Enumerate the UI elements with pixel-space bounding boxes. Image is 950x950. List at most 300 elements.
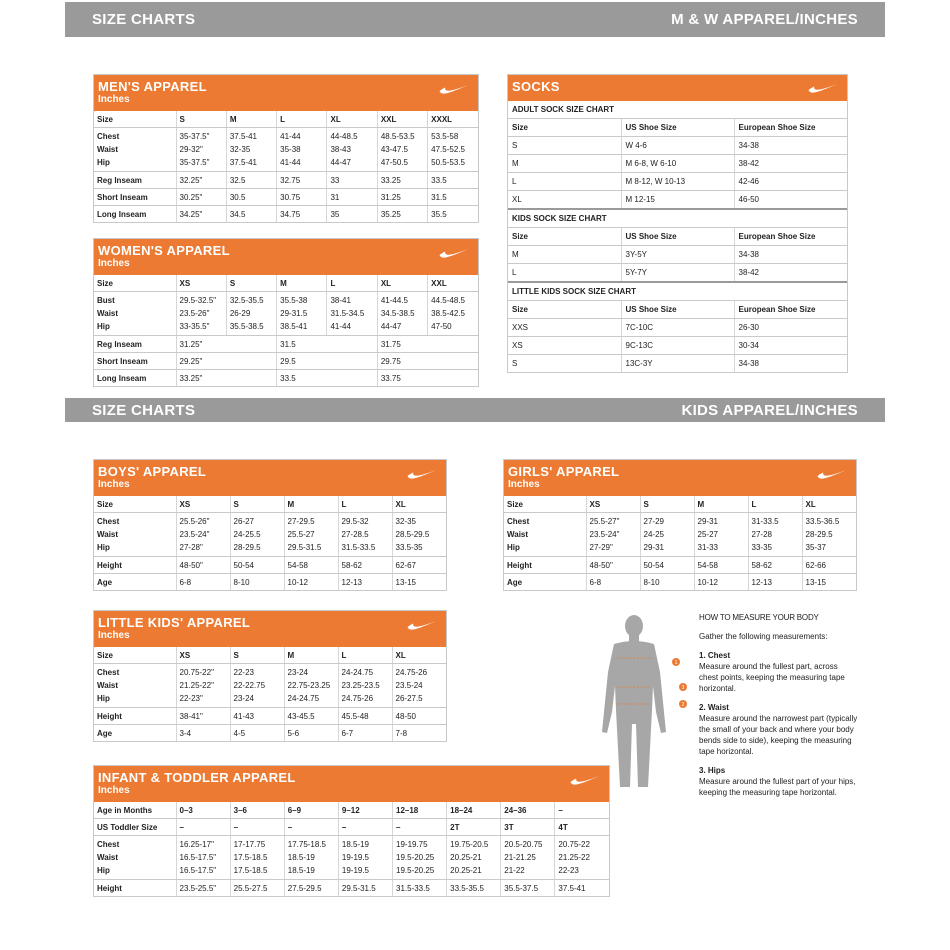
measure-value: 53.5-58 (431, 132, 459, 141)
measure-values (277, 292, 327, 336)
data-cell: 30.5 (226, 189, 276, 206)
header-cell: Size (504, 496, 586, 513)
header-cell: – (284, 819, 338, 836)
data-cell: M (508, 246, 621, 264)
measure-values (176, 664, 230, 708)
measure-value: 50.5-53.5 (431, 158, 465, 167)
header-cell: S (640, 496, 694, 513)
data-cell: 34-38 (734, 137, 847, 155)
band-left-title: SIZE CHARTS (92, 401, 196, 419)
data-cell: 8-10 (640, 574, 694, 591)
header-cell: Size (508, 228, 621, 246)
measure-waist (699, 702, 859, 757)
data-cell: 50-54 (230, 557, 284, 574)
card-subtitle: Inches (98, 479, 130, 490)
measure-value: 24.75-26 (395, 668, 428, 677)
measure-label: Hip (97, 866, 110, 875)
data-cell: 35.5-37.5 (501, 880, 555, 897)
measure-value: 22.75-23.25 (287, 681, 331, 690)
header-cell: 12–18 (393, 802, 447, 819)
measure-value: 20.25-21 (450, 853, 482, 862)
data-row (94, 353, 478, 370)
measure-value: 29.5-31.5 (287, 543, 322, 552)
measure-values (230, 513, 284, 557)
measure-value: 31.5-34.5 (330, 309, 365, 318)
measure-label: Hip (97, 694, 110, 703)
data-cell: XXS (508, 319, 621, 337)
measure-values (802, 513, 856, 557)
measure-value: 20.25-21 (450, 866, 482, 875)
data-cell: 5-6 (284, 725, 338, 742)
sock-row (508, 191, 847, 210)
data-cell: S (512, 359, 518, 368)
size-table (94, 496, 446, 590)
header-cell: – (338, 819, 392, 836)
data-cell: 13-15 (392, 574, 446, 591)
data-cell: 3Y-5Y (621, 246, 734, 264)
sock-header-row (508, 228, 847, 246)
measure-value: 26-29 (229, 309, 251, 318)
measure-value: 37.5-41 (229, 132, 257, 141)
measure-values (586, 513, 640, 557)
size-table (94, 111, 478, 222)
measure-value: 33.5-36.5 (805, 517, 840, 526)
measure-values (176, 292, 226, 336)
item-text: Measure around the fullest part of your hips, keeping the measuring tape horizontal. (699, 777, 856, 797)
measure-values (377, 128, 427, 172)
card-title: INFANT & TODDLER APPAREL (98, 770, 296, 785)
header-cell: M (694, 496, 748, 513)
card-subtitle: Inches (98, 630, 130, 641)
measure-values (428, 292, 478, 336)
measure-values (447, 836, 501, 880)
measure-value: 44-48.5 (330, 132, 358, 141)
measure-value: 19-19.5 (341, 853, 370, 862)
measure-value: 23.5-26" (179, 309, 210, 318)
data-cell: 38-42 (734, 155, 847, 173)
measure-value: 31-33 (697, 543, 718, 552)
header-cell: XXL (377, 111, 427, 128)
measure-label: Waist (97, 145, 119, 154)
measure-group-row (94, 836, 609, 880)
item-title: 3. Hips (699, 766, 726, 775)
measure-group-row (94, 664, 446, 708)
header-row (94, 802, 609, 819)
measure-label: Hip (97, 158, 110, 167)
measure-labels (94, 292, 176, 336)
row-label: Reg Inseam (94, 172, 176, 189)
data-row (94, 880, 609, 897)
measure-value: 27-28" (179, 543, 203, 552)
measure-value: 47.5-52.5 (431, 145, 465, 154)
measure-value: 28-29.5 (233, 543, 261, 552)
data-cell: 23.5-25.5" (176, 880, 230, 897)
data-cell: 62-66 (802, 557, 856, 574)
card-title: BOYS' APPAREL (98, 464, 207, 479)
measure-value: 35.5-38.5 (229, 322, 264, 331)
data-cell: 58-62 (748, 557, 802, 574)
header-row (94, 275, 478, 292)
measure-values (428, 128, 478, 172)
data-cell: 34.25" (176, 206, 226, 223)
measure-value: 29-31.5 (280, 309, 308, 318)
header-cell: Size (94, 496, 176, 513)
header-cell: XS (176, 647, 230, 664)
measure-values (284, 664, 338, 708)
card-header (94, 766, 609, 802)
header-cell: 24–36 (501, 802, 555, 819)
measure-value: 32.5-35.5 (229, 296, 264, 305)
measure-label: Chest (97, 668, 120, 677)
measure-value: 25.5-27" (589, 517, 620, 526)
measure-value: 43-47.5 (380, 145, 408, 154)
measure-value: 44.5-48.5 (431, 296, 465, 305)
measure-value: 22-23 (233, 668, 254, 677)
measure-value: 29.5-32 (341, 517, 369, 526)
data-cell: 29.75 (377, 353, 478, 370)
data-cell: 9C-13C (621, 337, 734, 355)
data-cell: 31.75 (377, 336, 478, 353)
measure-value: 24-25.5 (233, 530, 261, 539)
measure-value: 21-21.25 (504, 853, 536, 862)
data-cell: 13-15 (802, 574, 856, 591)
data-cell: 31.5 (277, 336, 378, 353)
measure-value: 21.25-22" (179, 681, 214, 690)
measure-value: 33-35.5" (179, 322, 210, 331)
measure-value: 20.5-20.75 (504, 840, 543, 849)
data-cell: XL (508, 191, 621, 210)
measure-value: 17.5-18.5 (233, 866, 268, 875)
data-cell: 50-54 (640, 557, 694, 574)
data-cell: L (508, 264, 621, 283)
measure-value: 23-24 (287, 668, 308, 677)
measure-values (393, 836, 447, 880)
header-cell: XS (176, 275, 226, 292)
data-cell: 27.5-29.5 (284, 880, 338, 897)
header-cell: L (327, 275, 377, 292)
data-cell: 43-45.5 (284, 708, 338, 725)
data-cell: 38-42 (734, 264, 847, 283)
sock-section-title (508, 209, 847, 228)
data-cell: 48-50" (176, 557, 230, 574)
measure-label: Hip (507, 543, 520, 552)
header-cell: XL (327, 111, 377, 128)
measure-value: 44-47 (380, 322, 402, 331)
measure-values (226, 292, 276, 336)
data-cell: 31.25" (176, 336, 277, 353)
data-cell: M (508, 155, 621, 173)
data-cell: 33 (327, 172, 377, 189)
header-cell: S (176, 111, 226, 128)
card-title: GIRLS' APPAREL (508, 464, 620, 479)
data-row (504, 557, 856, 574)
measure-value: 22-23" (179, 694, 203, 703)
measure-value: 23.5-24" (179, 530, 210, 539)
infant-toddler-apparel-chart (93, 765, 610, 897)
measure-value: 25-27 (697, 530, 718, 539)
data-cell: 41-43 (230, 708, 284, 725)
measure-value: 23.5-24" (589, 530, 620, 539)
measure-values (392, 513, 446, 557)
measure-values (338, 836, 392, 880)
header-row (504, 496, 856, 513)
data-cell: 4-5 (230, 725, 284, 742)
measure-value: 29-31 (697, 517, 718, 526)
data-cell: 34.5 (226, 206, 276, 223)
data-cell: 35.5 (428, 206, 478, 223)
measure-value: 23.25-23.5 (341, 681, 380, 690)
header-cell: 4T (555, 819, 609, 836)
header-cell: L (338, 496, 392, 513)
measure-label: Chest (97, 840, 120, 849)
measure-value: 20.75-22 (558, 840, 590, 849)
data-cell: 31.5-33.5 (393, 880, 447, 897)
measure-label: Bust (97, 296, 115, 305)
measure-label: Waist (97, 681, 119, 690)
header-cell: – (176, 819, 230, 836)
measure-value: 24-25 (643, 530, 664, 539)
measure-value: 23.5-24 (395, 681, 423, 690)
measure-label: Waist (97, 853, 119, 862)
measure-label: Waist (97, 530, 119, 539)
header-cell: S (226, 275, 276, 292)
card-subtitle: Inches (508, 479, 540, 490)
data-cell: M 12-15 (621, 191, 734, 210)
header-cell: XL (392, 496, 446, 513)
header-band-kids (65, 398, 885, 422)
header-cell: L (748, 496, 802, 513)
header-cell: M (226, 111, 276, 128)
measure-values (230, 664, 284, 708)
measure-label: Waist (97, 309, 119, 318)
measure-chest (699, 650, 859, 694)
data-row (94, 557, 446, 574)
measure-labels (94, 513, 176, 557)
data-cell: 12-13 (748, 574, 802, 591)
measure-value: 33.5-35 (395, 543, 423, 552)
measure-value: 38-43 (330, 145, 351, 154)
sock-row (508, 319, 847, 337)
row-label: Height (504, 557, 586, 574)
measure-value: 35-37.5" (179, 132, 210, 141)
measure-group-row (94, 292, 478, 336)
data-cell: 32.25" (176, 172, 226, 189)
card-header (504, 460, 856, 496)
row-label: Long Inseam (97, 210, 147, 219)
sock-row (508, 155, 847, 173)
measure-value: 19.5-20.25 (396, 853, 435, 862)
measure-value: 16.5-17.5" (179, 866, 217, 875)
header-row (94, 111, 478, 128)
card-header (94, 460, 446, 496)
data-cell: 45.5-48 (338, 708, 392, 725)
measure-value: 38.5-41 (280, 322, 308, 331)
sock-header-row (508, 119, 847, 137)
measure-value: 31.5-33.5 (341, 543, 376, 552)
measure-value: 35-38 (280, 145, 301, 154)
item-title: 1. Chest (699, 651, 731, 660)
data-cell: S (508, 137, 621, 155)
measure-label: Chest (97, 132, 120, 141)
measure-value: 27-28.5 (341, 530, 369, 539)
measure-value: 27-29 (643, 517, 664, 526)
header-cell: 18–24 (447, 802, 501, 819)
row-label: Age (507, 578, 523, 587)
measure-values (501, 836, 555, 880)
data-cell: 30-34 (734, 337, 847, 355)
measure-group-row (94, 128, 478, 172)
size-table (94, 647, 446, 741)
measure-values (377, 292, 427, 336)
swoosh-icon (438, 246, 470, 260)
header-cell: US Toddler Size (94, 819, 176, 836)
header-cell: L (277, 111, 327, 128)
measure-values (694, 513, 748, 557)
measure-value: 18.5-19 (287, 866, 315, 875)
data-cell: 34.75 (277, 206, 327, 223)
section-title: ADULT SOCK SIZE CHART (508, 101, 847, 119)
swoosh-icon (816, 467, 848, 481)
marker-label: 3 (681, 685, 685, 691)
data-cell: 10-12 (284, 574, 338, 591)
data-cell: 35.25 (377, 206, 427, 223)
header-cell: – (555, 802, 609, 819)
data-cell: 33.5 (277, 370, 378, 387)
swoosh-icon (406, 618, 438, 632)
data-cell: 35 (327, 206, 377, 223)
socks-chart (507, 74, 848, 373)
header-cell: 2T (447, 819, 501, 836)
measure-value: 18.5-19 (287, 853, 315, 862)
data-row (94, 206, 478, 223)
measure-value: 41-44.5 (380, 296, 408, 305)
data-cell: 10-12 (694, 574, 748, 591)
socks-header (508, 75, 847, 101)
sock-header-row (508, 301, 847, 319)
sock-section-title (508, 282, 847, 301)
data-row (94, 708, 446, 725)
data-cell: 6-8 (176, 574, 230, 591)
card-header (94, 611, 446, 647)
data-cell: 26-30 (734, 319, 847, 337)
header-cell: US Shoe Size (621, 301, 734, 319)
measure-value: 17-17.75 (233, 840, 266, 849)
row-label: Short Inseam (94, 353, 176, 370)
measure-value: 24-24.75 (287, 694, 320, 703)
header-cell: US Shoe Size (621, 228, 734, 246)
band-left-title: SIZE CHARTS (92, 11, 196, 28)
header-cell: XL (377, 275, 427, 292)
measure-value: 26-27 (233, 517, 254, 526)
measure-value: 35-37.5" (179, 158, 210, 167)
measure-values (392, 664, 446, 708)
data-cell: 8-10 (230, 574, 284, 591)
data-cell: 29.25" (176, 353, 277, 370)
card-subtitle: Inches (98, 258, 130, 269)
card-title: WOMEN'S APPAREL (98, 243, 230, 258)
swoosh-icon (807, 81, 839, 95)
sock-row (508, 173, 847, 191)
measure-value: 19-19.5 (341, 866, 370, 875)
measure-value: 21-22 (504, 866, 525, 875)
header-cell: 9–12 (338, 802, 392, 819)
data-cell: 3-4 (176, 725, 230, 742)
card-subtitle: Inches (98, 785, 130, 796)
header-cell: 6–9 (284, 802, 338, 819)
measure-value: 19-19.75 (396, 840, 428, 849)
measure-labels (94, 664, 176, 708)
measure-value: 23-24 (233, 694, 254, 703)
measure-value: 28-29.5 (805, 530, 833, 539)
measure-values (327, 292, 377, 336)
row-label: Age (97, 729, 113, 738)
measure-values (277, 128, 327, 172)
data-cell: 33.5-35.5 (447, 880, 501, 897)
sock-row (508, 246, 847, 264)
measure-value: 17.75-18.5 (287, 840, 327, 849)
measure-group-row (504, 513, 856, 557)
measure-value: 47-50.5 (380, 158, 408, 167)
size-table (94, 275, 478, 386)
little-kids-apparel-chart (93, 610, 447, 742)
data-cell: W 4-6 (621, 137, 734, 155)
data-cell: 31.5 (428, 189, 478, 206)
measure-values (226, 128, 276, 172)
data-cell: 33.5 (428, 172, 478, 189)
data-cell: 29.5-31.5 (338, 880, 392, 897)
data-cell: 34-38 (734, 246, 847, 264)
header-cell: 0–3 (176, 802, 230, 819)
header-cell: Size (94, 275, 176, 292)
measure-values (284, 513, 338, 557)
header-cell: XS (586, 496, 640, 513)
header-cell: European Shoe Size (734, 119, 847, 137)
data-cell: 32.75 (277, 172, 327, 189)
measure-markers (672, 658, 687, 708)
row-label: Height (97, 884, 122, 893)
measure-hips (699, 765, 859, 798)
data-cell: 48-50 (392, 708, 446, 725)
data-cell: 48-50" (586, 557, 640, 574)
data-cell: 33.25 (377, 172, 427, 189)
header-cell: Size (94, 647, 176, 664)
how-to-heading: HOW TO MEASURE YOUR BODY (699, 613, 819, 622)
data-cell: 12-13 (338, 574, 392, 591)
data-row (94, 370, 478, 387)
data-cell: 6-8 (586, 574, 640, 591)
header-band-top (65, 2, 885, 37)
data-cell: L (508, 173, 621, 191)
measure-value: 26-27.5 (395, 694, 423, 703)
band-right-title: M & W APPAREL/INCHES (671, 11, 858, 28)
data-row (94, 172, 478, 189)
measure-value: 20.75-22" (179, 668, 214, 677)
row-label: Height (94, 708, 176, 725)
sock-row (508, 137, 847, 155)
swoosh-icon (406, 467, 438, 481)
measure-value: 24-24.75 (341, 668, 374, 677)
data-row (94, 725, 446, 742)
header-row (94, 496, 446, 513)
item-text: Measure around the narrowest part (typically the small of your back and where your body bends side to side), keeping the measuring tape horizontal. (699, 714, 858, 756)
data-cell: 5Y-7Y (621, 264, 734, 283)
sock-row (508, 355, 847, 373)
measure-value: 33-35 (751, 543, 772, 552)
measure-value: 34.5-38.5 (380, 309, 415, 318)
data-cell: 42-46 (734, 173, 847, 191)
measure-value: 25.5-26" (179, 517, 210, 526)
measure-value: 32-35 (229, 145, 251, 154)
